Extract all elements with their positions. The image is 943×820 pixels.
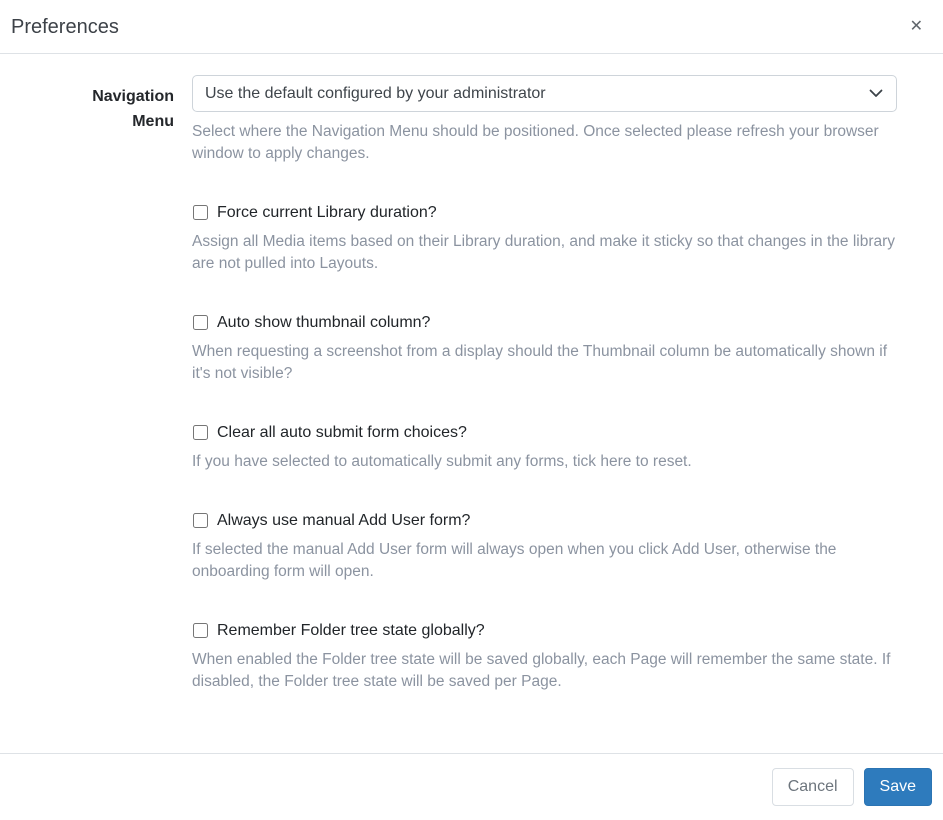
form-group-auto-thumbnail <box>16 313 897 385</box>
modal-header <box>0 0 943 54</box>
checkbox-label-text: Auto show thumbnail column? <box>217 314 431 331</box>
form-group-force-library-duration <box>16 203 897 275</box>
nav-menu-label: Navigation Menu <box>92 88 174 130</box>
form-group-clear-auto-submit <box>16 423 897 473</box>
close-button[interactable] <box>904 15 929 39</box>
folder-tree-state-checkbox[interactable] <box>193 623 208 638</box>
manual-add-user-help: If selected the manual Add User form will always open when you click Add User, otherwise the onboarding form will open. <box>192 541 837 580</box>
nav-menu-help: Select where the Navigation Menu should be positioned. Once selected please refresh your browser window to apply changes. <box>192 123 879 162</box>
force-library-duration-help: Assign all Media items based on their Library duration, and make it sticky so that changes in the library are not pulled into Layouts. <box>192 233 896 272</box>
manual-add-user-checkbox-label[interactable] <box>192 511 897 530</box>
manual-add-user-checkbox[interactable] <box>193 513 208 528</box>
page-title: Preferences <box>11 16 119 38</box>
checkbox-label-text: Always use manual Add User form? <box>217 512 471 529</box>
form-group-manual-add-user <box>16 511 897 583</box>
force-library-duration-checkbox[interactable] <box>193 205 208 220</box>
cancel-button[interactable]: Cancel <box>772 768 854 806</box>
folder-tree-state-checkbox-label[interactable] <box>192 621 897 640</box>
clear-auto-submit-checkbox[interactable] <box>193 425 208 440</box>
checkbox-label-text: Remember Folder tree state globally? <box>217 622 485 639</box>
auto-thumbnail-help: When requesting a screenshot from a display should the Thumbnail column be automatically shown if it's not visible? <box>192 343 888 382</box>
modal-footer <box>0 753 943 820</box>
close-icon: ✕ <box>909 18 923 35</box>
force-library-duration-checkbox-label[interactable] <box>192 203 897 222</box>
auto-thumbnail-checkbox-label[interactable] <box>192 313 897 332</box>
modal-body <box>0 54 943 753</box>
clear-auto-submit-checkbox-label[interactable] <box>192 423 897 442</box>
folder-tree-state-help: When enabled the Folder tree state will be saved globally, each Page will remember the same state. If disabled, the Folder tree state will be saved per Page. <box>192 651 891 690</box>
auto-thumbnail-checkbox[interactable] <box>193 315 208 330</box>
clear-auto-submit-help: If you have selected to automatically submit any forms, tick here to reset. <box>192 453 692 470</box>
form-group-folder-tree-state <box>16 621 897 693</box>
checkbox-label-text: Clear all auto submit form choices? <box>217 424 467 441</box>
nav-menu-select[interactable] <box>192 75 897 112</box>
checkbox-label-text: Force current Library duration? <box>217 204 437 221</box>
form-group-navigation-menu <box>16 75 897 165</box>
save-button[interactable]: Save <box>864 768 932 806</box>
